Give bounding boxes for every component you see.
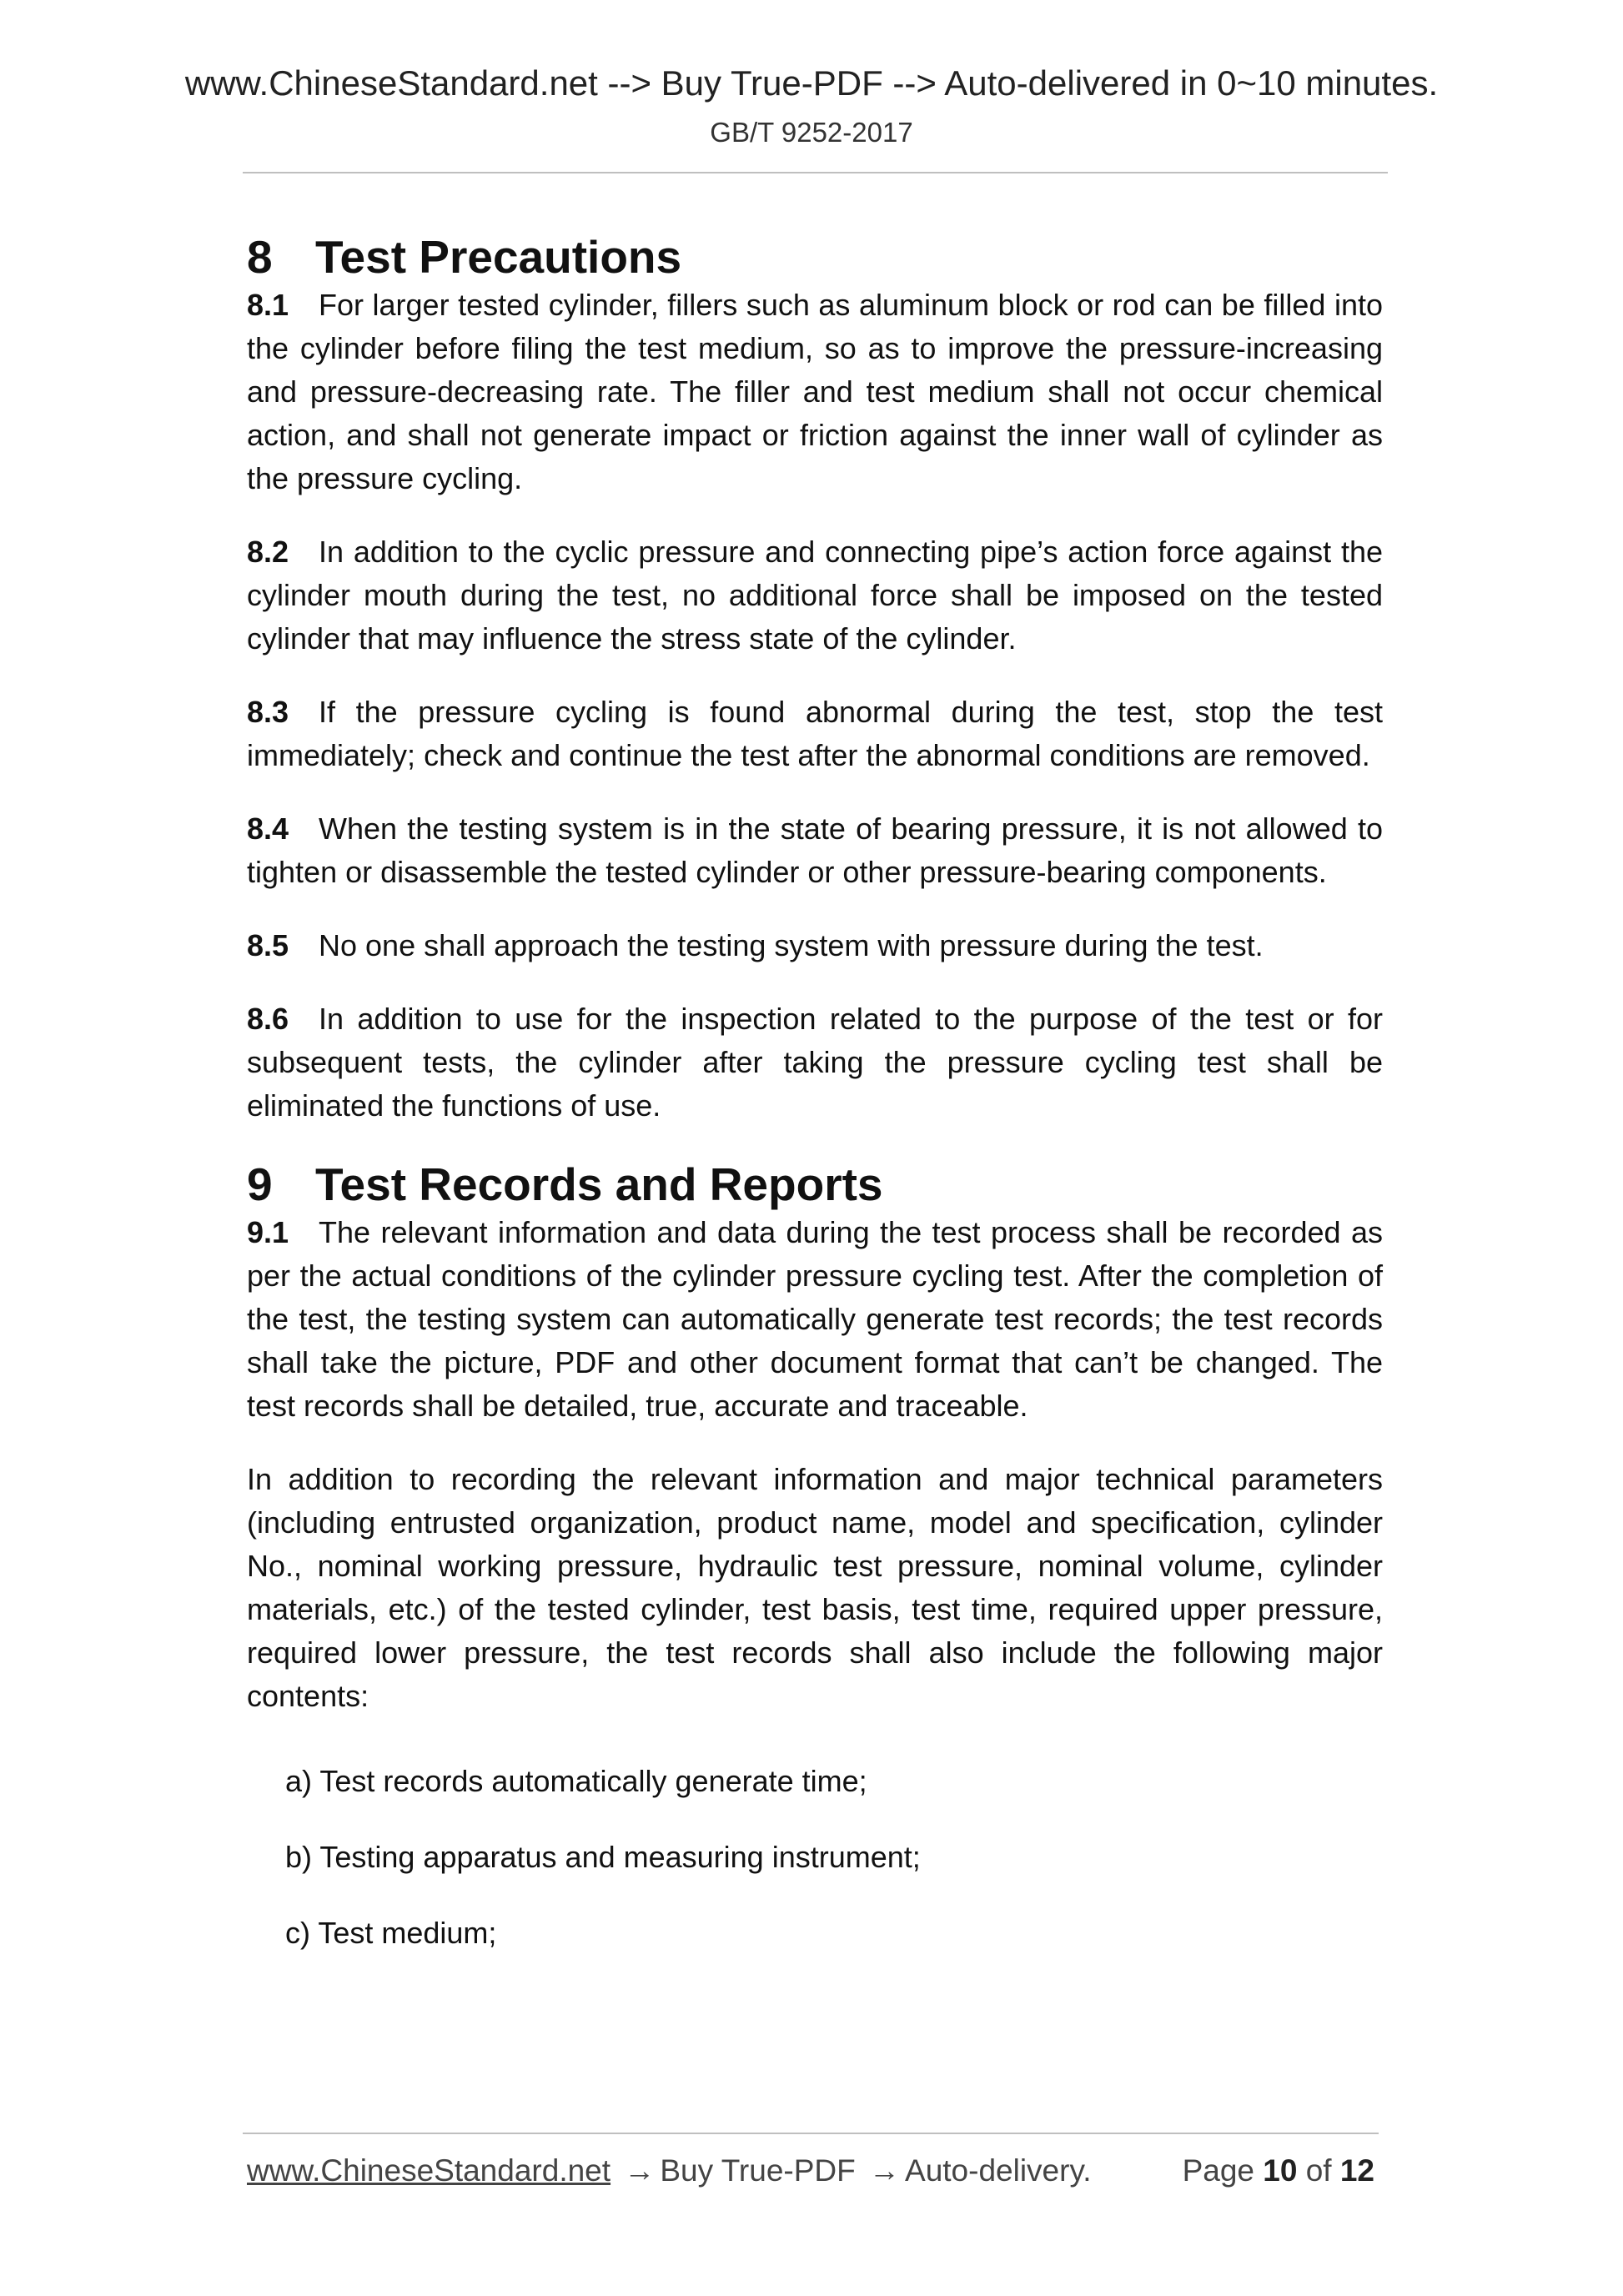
clause-8-3: [247, 691, 1383, 777]
contents-list: [285, 1760, 1383, 1955]
footer-delivery: Auto-delivery.: [905, 2153, 1092, 2188]
clause-number: 8.6: [247, 1002, 289, 1036]
clause-8-6: [247, 997, 1383, 1128]
clause-8-4: [247, 807, 1383, 894]
records-paragraph: In addition to recording the relevant information and major technical parameters (including entrusted organization, product name, model and specification, cylinder No., nominal working pressure, hydraulic test pressure, nominal volume, cylinder materials, etc.) of the tested cylinder, test basis, test time, required upper pressure, required lower pressure, the test records shall also include the following major contents:: [247, 1462, 1383, 1713]
clause-8-1: [247, 284, 1383, 500]
arrow-right-icon: →: [624, 2153, 656, 2188]
section-8-heading: [247, 230, 1383, 284]
clause-9-1: [247, 1211, 1383, 1428]
clause-number: 9.1: [247, 1215, 289, 1249]
clause-number: 8.3: [247, 695, 289, 729]
arrow-right-icon: →: [869, 2153, 901, 2188]
page-number: 10: [1263, 2153, 1298, 2188]
clause-text: When the testing system is in the state of bearing pressure, it is not allowed to tighten or disassemble the tested cylinder or other pressure-bearing components.: [247, 811, 1383, 889]
page-label: Page: [1182, 2153, 1254, 2188]
section-number: 8: [247, 231, 273, 283]
header-divider: [243, 172, 1388, 173]
footer-left: [247, 2153, 1091, 2188]
clause-text: If the pressure cycling is found abnormal during the test, stop the test immediately; check and continue the test after the abnormal conditions are removed.: [247, 695, 1383, 772]
clause-number: 8.5: [247, 928, 289, 962]
section-title: Test Records and Reports: [315, 1158, 883, 1210]
footer: [247, 2153, 1374, 2188]
footer-buy: Buy True-PDF: [660, 2153, 856, 2188]
section-title: Test Precautions: [315, 231, 682, 283]
standard-id: GB/T 9252-2017: [710, 117, 913, 148]
header-banner: www.ChineseStandard.net --> Buy True-PDF --> Auto-delivered in 0~10 minutes.: [184, 63, 1439, 103]
clause-number: 8.1: [247, 288, 289, 322]
list-item: a) Test records automatically generate time;: [285, 1764, 867, 1798]
clause-8-5: [247, 924, 1383, 967]
clause-text: For larger tested cylinder, fillers such as aluminum block or rod can be filled into the cylinder before filing the test medium, so as to improve the pressure-increasing and pressure-decreasing rate. The filler and test medium shall not occur chemical action, and shall not generate impact or friction against the inner wall of cylinder as the pressure cycling.: [247, 288, 1383, 495]
clause-8-2: [247, 530, 1383, 661]
of-label: of: [1305, 2153, 1332, 2188]
clause-text: In addition to use for the inspection related to the purpose of the test or for subsequent tests, the cylinder after taking the pressure cycling test shall be eliminated the functions of use.: [247, 1002, 1383, 1123]
clause-number: 8.4: [247, 811, 289, 846]
main-content: [247, 230, 1383, 1987]
clause-number: 8.2: [247, 535, 289, 569]
page-total: 12: [1339, 2153, 1374, 2188]
section-9-heading: [247, 1158, 1383, 1211]
footer-divider: [243, 2133, 1379, 2134]
section-number: 9: [247, 1158, 273, 1210]
page-indicator: [1183, 2153, 1374, 2188]
footer-site-link[interactable]: www.ChineseStandard.net: [247, 2153, 611, 2188]
clause-text: No one shall approach the testing system with pressure during the test.: [319, 928, 1264, 962]
clause-text: The relevant information and data during the test process shall be recorded as per the actual conditions of the cylinder pressure cycling test. After the completion of the test, the testing system can automatically generate test records; the test records shall take the picture, PDF and other document format that can’t be changed. The test records shall be detailed, true, accurate and traceable.: [247, 1215, 1383, 1423]
clause-text: In addition to the cyclic pressure and connecting pipe’s action force against the cylinder mouth during the test, no additional force shall be imposed on the tested cylinder that may influence the stress state of the cylinder.: [247, 535, 1383, 656]
list-item: b) Testing apparatus and measuring instrument;: [285, 1840, 921, 1874]
list-item: c) Test medium;: [285, 1916, 497, 1950]
